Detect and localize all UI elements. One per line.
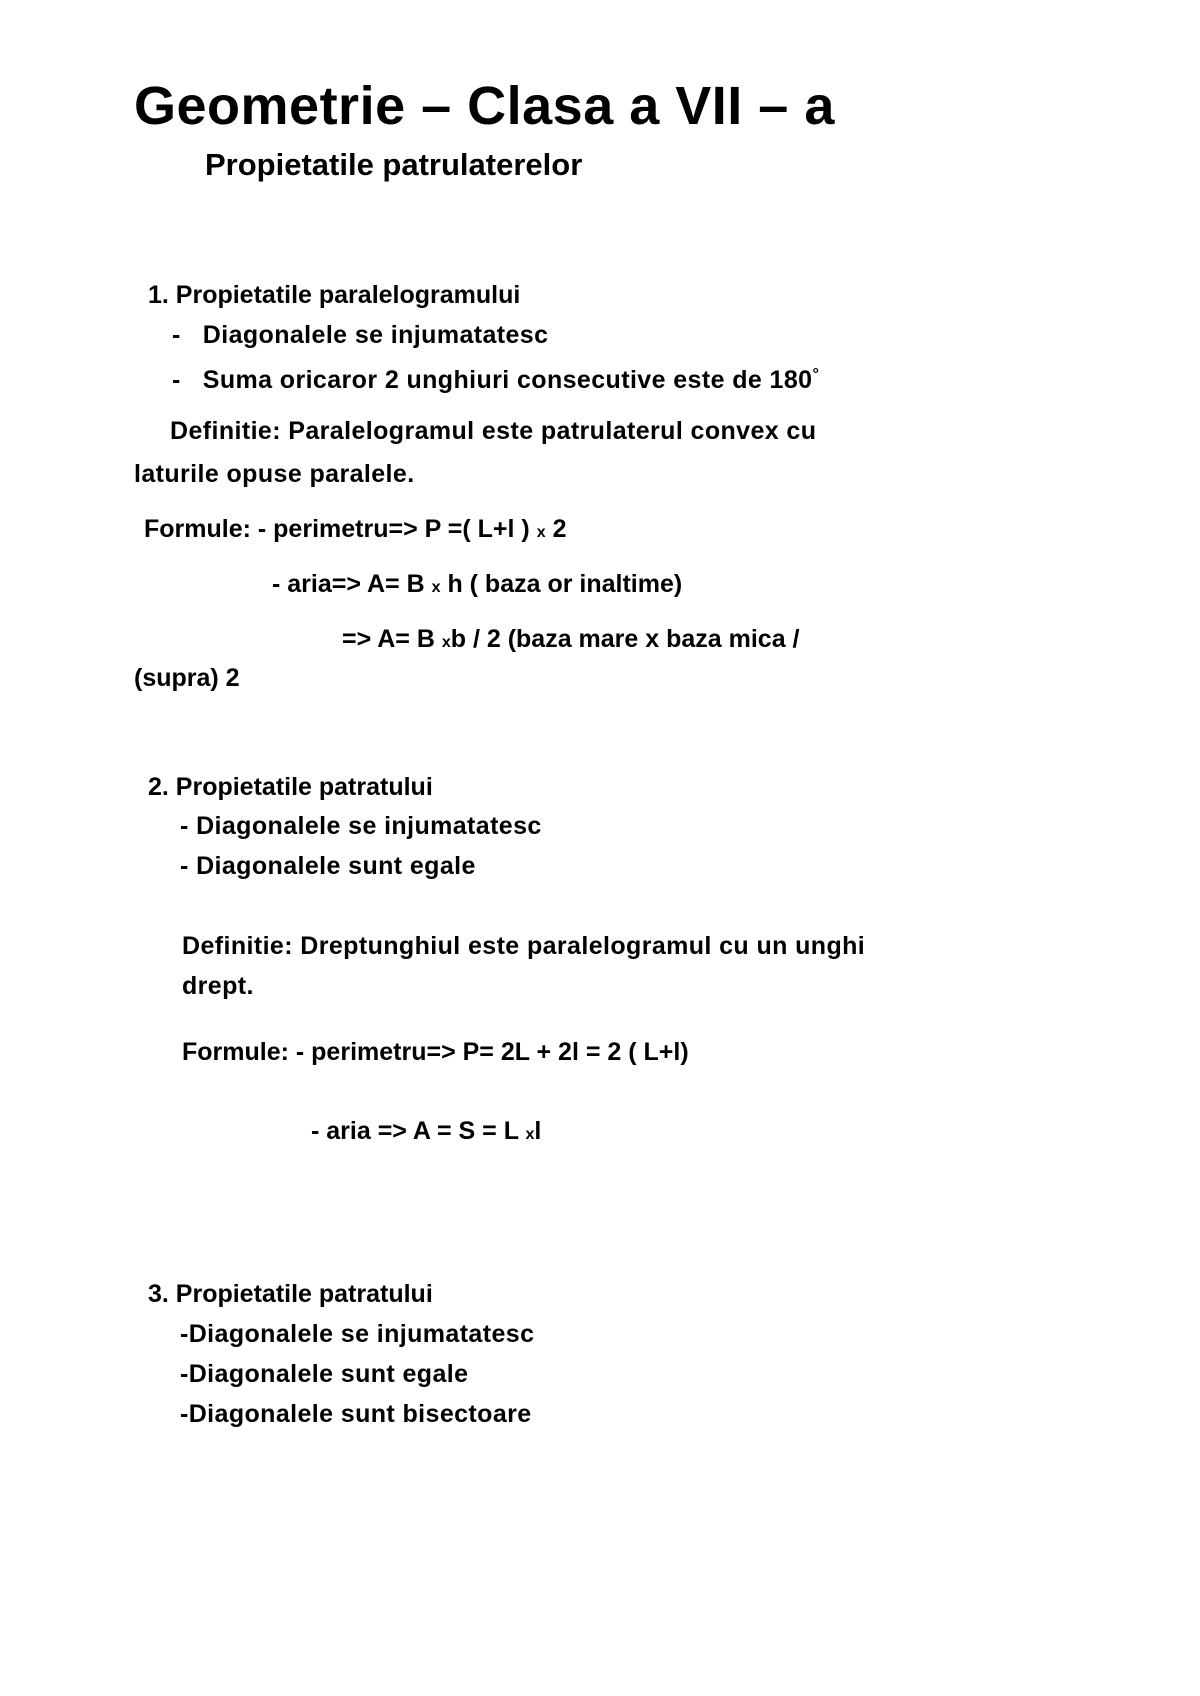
formula-text: => A= B: [342, 625, 435, 653]
section-2-formula-perimeter: Formule: - perimetru=> P= 2L + 2l = 2 ( L+l): [182, 1038, 689, 1066]
section-1-formula-area-trapez: [342, 624, 800, 658]
section-3-bullet: -Diagonalele sunt bisectoare: [180, 1400, 532, 1428]
section-3-bullet: -Diagonalele sunt egale: [180, 1360, 469, 1388]
section-1-definition-cont: laturile opuse paralele.: [134, 460, 415, 488]
section-2-definition: Definitie: Dreptunghiul este paralelogramul cu un unghi: [182, 932, 866, 960]
section-2-formula-area: [311, 1116, 541, 1150]
section-2-bullet: - Diagonalele se injumatatesc: [180, 812, 542, 840]
page-subtitle: Propietatile patrulaterelor: [205, 147, 583, 182]
section-3-bullet: -Diagonalele se injumatatesc: [180, 1320, 535, 1348]
section-1-formula-perimeter: [144, 514, 566, 548]
degree-symbol: °: [812, 366, 820, 383]
page-title: Geometrie – Clasa a VII – a: [134, 76, 835, 136]
section-1-formula-area-cont: (supra) 2: [134, 664, 240, 692]
section-2-bullet: - Diagonalele sunt egale: [180, 852, 476, 880]
multiply-symbol: x: [431, 579, 441, 596]
section-1-heading: 1. Propietatile paralelogramului: [148, 281, 521, 309]
multiply-symbol: x: [525, 1126, 535, 1143]
formula-text: 2: [552, 515, 567, 543]
section-1-formula-area: [272, 569, 682, 603]
formula-text: h ( baza or inaltime): [447, 570, 683, 598]
section-2-heading: 2. Propietatile patratului: [148, 773, 433, 801]
multiply-symbol: x: [536, 524, 546, 541]
section-1-definition: Definitie: Paralelogramul este patrulaterul convex cu: [170, 417, 817, 445]
formula-text: - aria=> A= B: [272, 570, 425, 598]
formula-text: Formule: - perimetru=> P =( L+l ): [144, 515, 530, 543]
section-3-heading: 3. Propietatile patratului: [148, 1280, 433, 1308]
section-1-bullet: - Diagonalele se injumatatesc: [172, 321, 549, 349]
formula-text: b / 2 (baza mare x baza mica /: [450, 625, 800, 653]
section-1-bullet: [172, 360, 819, 395]
formula-text: - aria => A = S = L: [311, 1117, 519, 1145]
multiply-symbol: x: [441, 634, 451, 651]
bullet-text: - Suma oricaror 2 unghiuri consecutive este de 180: [172, 366, 813, 394]
section-2-definition-cont: drept.: [182, 972, 254, 1000]
formula-text: l: [534, 1117, 542, 1145]
